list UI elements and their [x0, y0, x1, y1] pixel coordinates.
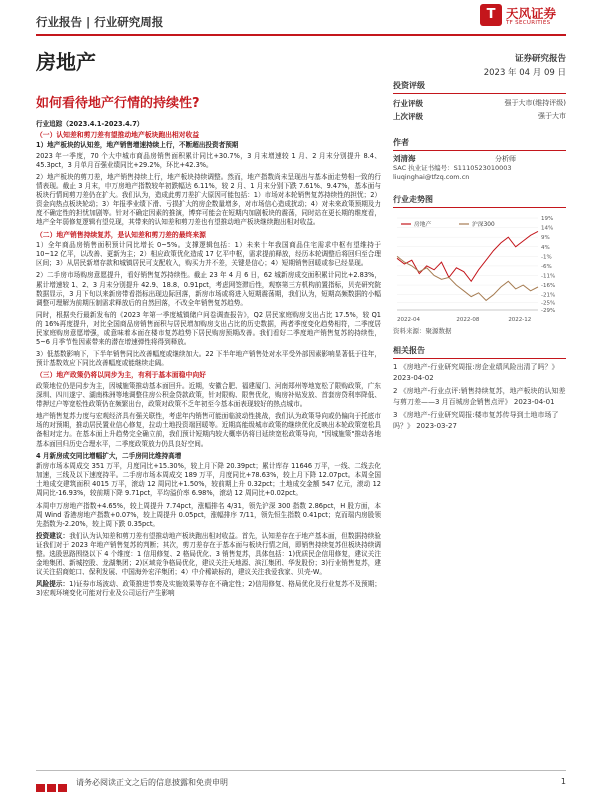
industry-title: 房地产	[36, 50, 96, 74]
y-tick-label: 19%	[541, 216, 554, 222]
report-category: 行业报告 | 行业研究周报	[36, 15, 164, 29]
rating-row	[393, 110, 566, 123]
y-tick-label: -25%	[541, 300, 556, 307]
paragraph: 1）全年商品房销售面积预计同比增长 0~5%。支撑逻辑包括：1）未来十年我国商品住宅需求中枢有望维持于 10~12 亿平，以改善、更新为主；2）相应政策优化造成 17 亿平中枢，需求提前释放，经历本轮调整后将回归至合理区间；3）从居民新增存款和城镇居民可支配收入，购买力并不差，关键是信心；4）短期销售回暖或参已经显现。	[36, 241, 381, 268]
trend-chart	[393, 212, 566, 324]
footer-disclaimer: 请务必阅读正文之后的信息披露和免责申明	[76, 778, 228, 787]
author-name: 刘清海	[393, 154, 416, 163]
x-tick-label: 2022-08	[456, 317, 480, 323]
section-heading: （一）认知差和剪刀差有望推动地产板块跑出相对收益	[36, 130, 200, 139]
y-tick-label: 4%	[541, 244, 550, 251]
section-heading: （三）地产政策仍将以同步为主，有利于基本面稳中向好	[36, 371, 206, 380]
rating-heading: 投资评级	[393, 80, 566, 94]
author-row	[393, 154, 566, 164]
x-tick-label: 2022-12	[508, 317, 532, 323]
logo-name-en: TF SECURITIES	[506, 20, 551, 26]
advice-text: 我们认为认知差和剪刀差有望推动地产板块跑出相对收益。首先，认知差存在于地产基本面，但数据持续验证我们对于 2023 年地产销售复苏的判断；其次，剪刀差存在于基本面与板块行情之间，即销售持续复苏但板块持续调整。选股思路围绕以下 4 个维度：1 信用修复、2 格局优化、3 销售复苏，具体包括：1)优质民企信用修复，建议关注金地集团、新城控股、龙湖集团；2)区域竞争格局优化，建议关注天地源、滨江集团、华发股份；3)行业销售复苏，建议关注招商蛇口、保利发展、中国海外宏洋集团；4）中介稀缺标的，建议关注我爱我家、贝壳-W。	[36, 531, 382, 577]
brand-logo	[480, 4, 570, 32]
rating-value: 强于大市	[538, 112, 566, 120]
legend-label: 房地产	[414, 222, 432, 228]
rating-label: 行业评级	[393, 99, 423, 108]
author-sac: SAC 执业证书编号：S1110523010003	[393, 164, 512, 172]
report-date: 2023 年 04 月 09 日	[483, 68, 566, 78]
paragraph: 2）二手房市场购房意愿提升，看好销售复苏持续性。截止 23 年 4 月 6 日，62 城新房成交面积累计同比+2.83%，累计增速较 1、2、3 月末分别提升 42.9、18.8、0.91pct，考虑网签滞后性，观察第三方机构前置指标，贝壳研究院数据显示，3 月下旬以来新房带看指标出现边际回落，新房市场或将进入短期震荡期，我们认为，短期高频数据的小幅调整可理解为前期压制需求释放后的自然回落，不改全年销售复苏趋势。	[36, 271, 381, 307]
y-tick-label: -21%	[541, 292, 556, 299]
chart-source: 资料来源：聚源数据	[393, 327, 452, 335]
related-report-item[interactable]: 3 《房地产-行业研究周报:楼市复苏传导到土地市场了吗？》 2023-03-27	[393, 411, 559, 430]
trend-chart-svg	[393, 212, 566, 324]
series-line	[397, 256, 538, 300]
subsection-heading: 1）地产板块的认知差，地产销售增速持续上行，不断超出投资者预期	[36, 141, 239, 150]
risk-label: 风险提示：	[36, 580, 70, 589]
report-type: 证券研究报告	[514, 54, 566, 64]
paragraph: 政策地位仍是同步为主，因城施策推动基本面回升。近期，安徽合肥、福建厦门、河南郑州等地宽松了限购政策，广东深圳、四川遂宁、湖南株洲等地调整住房公积金贷款政策，针对限购、限售优化，购房补贴发放、首套房贷利率降低、带押过户等宽松性政策仍在频繁出台，政策对政策不乏年初至今基本面表现较好的热点城市。	[36, 381, 381, 409]
author-email[interactable]: liuqinghai@tfzq.com.cn	[393, 173, 470, 181]
y-tick-label: -6%	[541, 263, 552, 270]
y-tick-label: -29%	[541, 308, 556, 314]
risk-text: 1)证券市场波动、政策推进节奏及实施效果等存在不确定性；2)信用修复、格局优化及行业复苏不及预期；3)宏观环境变化可能对行业及公司运行产生影响	[36, 580, 381, 598]
legend-label: 沪深300	[472, 222, 495, 228]
paragraph: 3）低基数影响下，下半年销售同比改善幅度或继续加大。22 下半年地产销售处对水平受外部因素影响显著低于往年，预计基数效应下同比改善幅度或能继续走阔。	[36, 350, 381, 368]
rating-value: 强于大市(维持评级)	[504, 99, 566, 107]
related-report-item[interactable]: 2 《房地产-行业点评:销售持续复苏，地产板块的认知差与剪刀差——3 月百城房企销售点评》 2023-04-01	[393, 387, 566, 406]
risk-warning	[36, 580, 381, 598]
rating-row	[393, 97, 566, 110]
footer-mark-icon	[36, 777, 70, 785]
page-number: 1	[560, 777, 566, 786]
advice-label: 投资建议：	[36, 531, 70, 540]
logo-mark-icon: T	[480, 4, 502, 26]
related-heading: 相关报告	[393, 345, 566, 359]
report-body	[36, 120, 381, 602]
paragraph: 本周申万房地产指数+4.65%，较上周提升 7.74pct，涨幅排名 4/31，领先沪深 300 指数 2.86pct，H 股方面，本周 Wind 香港房地产指数+0.07%，较上周提升 0.05pct，涨幅排序 7/11，领先恒生指数 0.41pct；克而瑞内房股领先指数为-2.20%，较上周下跌 0.35pct。	[36, 501, 381, 528]
header-rule	[36, 34, 566, 36]
y-tick-label: -16%	[541, 283, 556, 290]
report-title: 如何看待地产行情的持续性?	[36, 96, 200, 111]
paragraph: 2023 年一季度，70 个大中城市商品房销售面积累计同比+30.7%，3 月末增速较 1 月、2 月末分别提升 8.4、45.3pct，3 月单月百强业绩同比+29.2%，环比+42.3%。	[36, 151, 381, 169]
y-tick-label: 14%	[541, 225, 554, 232]
author-heading: 作者	[393, 137, 566, 151]
y-tick-label: 9%	[541, 235, 550, 242]
investment-advice	[36, 532, 381, 577]
rating-label: 上次评级	[393, 112, 423, 121]
paragraph: 地产销售复苏力度与宏观经济具有强关联性，考虑年内销售可能面临波动性挑战，我们认为政策导向或仍偏向于托底市场的对预期，推动居民置业信心修复，拉动土地投资端回暖等。近期高能级城市政策的继续优化反映出本轮政策宽松具备相对定力。在基本面上升趋势完全确立前，我们预计短期内较大概率仍将目延续宽松政策导向，"因城施策"推动各地基本面回归历史合理水平，二季度政策放力仍具良好空间。	[36, 412, 381, 448]
section-heading: （二）地产销售持续复苏，是认知差和剪刀差的最终来源	[36, 230, 206, 239]
logo-name: 天风证券	[506, 6, 557, 21]
paragraph: 2）地产板块的剪刀差，地产销售持续上行，地产板块持续调整。然而，地产指数尚未呈现出与基本面走势相一致的行情表现。截止 3 月末，申万房地产指数较年初跌幅达 6.11%，较 2 月、1 月末分别下跌 7.61%、9.47%，基本面与板块行情间剪刀差仍在扩大。我们认为，造成此剪刀差扩大原因可能包括：1）市场对本轮销售复苏持续性的担忧；2）资金向热点板块轮动；3）年报季业绩下滑、亏损扩大的房企数量增多，对市场信心造成扰动；4）对未来政策预期及力度不确定性的担忧加剧等。针对不确定因素的推演，博弈可能会在短期内加剧板块的震荡，同时站在更长期的维度看，地产全年弱修复逻辑有望兑现，其带来的认知差和剪刀差也有望推动地产板块继续跑出相对收益。	[36, 172, 381, 227]
chart-heading: 行业走势图	[393, 194, 566, 208]
paragraph: 新房市场本周成交 351 万平，月度同比+15.30%，较上月下降 20.39pct；累计库存 11646 万平，一线、二线去化加速，三线及以下速度持平。二手房市场本周成交 189 万平，月度同比+78.63%，较上月下降 12.07pct。本周全国土地成交建筑面积 4015 万平，滚动 12 周同比+1.50%，较前期上升 0.32pct；土地成交金额 547 亿元，滚动 12 周同比-16.93%，较前期下降 9.71pct，平均溢价率 6.98%，滚动 12 周同比+0.02pct。	[36, 462, 381, 498]
x-tick-label: 2022-04	[397, 317, 420, 323]
y-tick-label: -11%	[541, 273, 556, 280]
author-title: 分析师	[495, 155, 516, 163]
sidebar	[393, 80, 566, 434]
paragraph: 同时，根据央行最新发布的《2023 年第一季度城镇储户问卷调查报告》，Q2 居民家庭购房支出占比 17.5%，较 Q1 的 16%再度提升，对比全国商品房销售面积与居民增加购房支出占比的历史数据，两者季度变化趋势相符，二季度居民家庭购房意愿增强，或意味着本面在楼市复苏趋势下居民购房预期改善。我们看好二季度地产销售复苏的持续性，5~6 月季节性因素带来的潜在增速弹性将得到释放。	[36, 310, 381, 347]
tracking-period: 行业追踪（2023.4.1-2023.4.7）	[36, 120, 144, 128]
subsection-heading: 4 月新房成交同比增幅扩大，二手房同比维持高增	[36, 451, 182, 460]
y-tick-label: -1%	[541, 254, 552, 261]
related-report-item[interactable]: 1 《房地产-行业研究周报:房企业绩风险出清了吗？》 2023-04-02	[393, 363, 559, 382]
page-footer	[36, 770, 566, 790]
